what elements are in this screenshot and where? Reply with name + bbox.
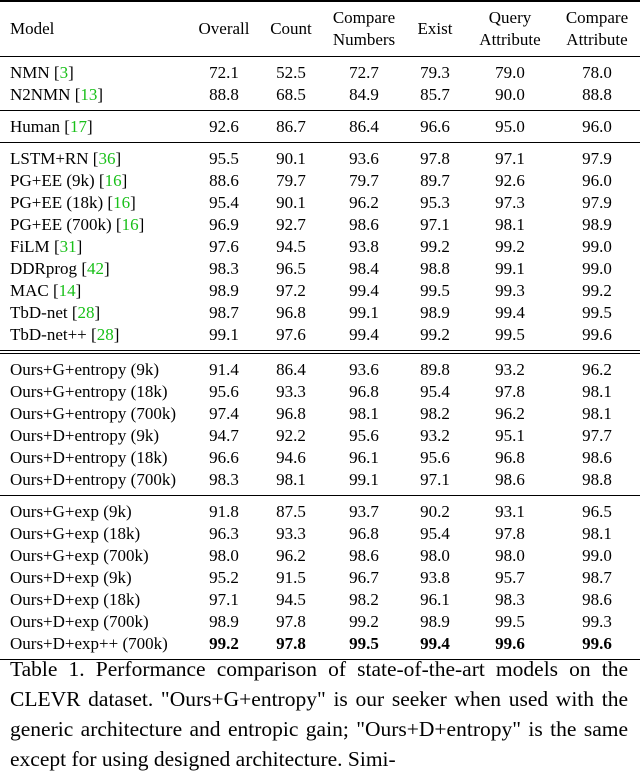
value-cell: 90.1 [258,143,324,171]
value-cell: 98.1 [495,215,525,234]
value-cell: 85.7 [420,85,450,104]
value-cell: 95.6 [209,382,239,401]
model-name-cell [0,567,190,589]
value-cell: 98.0 [209,546,239,565]
model-name: Ours+G+entropy (18k) [10,382,168,401]
value-cell: 95.4 [420,524,450,543]
value-cell: 99.5 [420,281,450,300]
model-name-cell: MAC [14] [10,281,82,300]
value-cell: 98.6 [349,546,379,565]
value-cell: 94.5 [276,590,306,609]
value-cell: 90.0 [495,85,525,104]
value-cell: 92.7 [276,215,306,234]
model-name: TbD-net [10,303,68,322]
table-row [0,170,640,192]
value-cell: 93.2 [466,352,554,381]
model-name: PG+EE (18k) [10,193,104,212]
value-cell: 96.1 [349,448,379,467]
table-row [0,496,640,524]
value-cell: 98.3 [209,470,239,489]
value-cell: 88.8 [209,85,239,104]
citation-link[interactable]: 28 [77,303,95,322]
value-cell: 97.4 [209,404,239,423]
value-cell: 99.2 [495,237,525,256]
value-cell: 97.2 [276,281,306,300]
value-cell: 97.1 [420,470,450,489]
model-name: Ours+G+entropy (700k) [10,404,177,423]
value-cell: 91.4 [190,352,258,381]
value-cell: 93.8 [349,237,379,256]
value-cell: 99.5 [324,633,404,660]
table-row [0,545,640,567]
citation-link[interactable]: 36 [98,149,116,168]
value-cell: 97.8 [258,633,324,660]
citation-link[interactable]: 16 [104,171,122,190]
value-cell: 96.7 [349,568,379,587]
value-cell: 98.0 [420,546,450,565]
header-overall: Overall [190,1,258,57]
value-cell: 89.8 [404,352,466,381]
value-cell: 96.2 [276,546,306,565]
value-cell: 99.1 [495,259,525,278]
citation-link[interactable]: 13 [80,85,98,104]
model-name-cell: PG+EE (9k) [16] [10,171,128,190]
model-name: Ours+D+entropy (18k) [10,448,168,467]
value-cell: 79.0 [466,57,554,85]
value-cell: 99.5 [495,325,525,344]
value-cell: 96.2 [495,404,525,423]
table-row [0,280,640,302]
value-cell: 99.3 [582,612,612,631]
value-cell: 84.9 [349,85,379,104]
value-cell: 86.4 [258,352,324,381]
table-row [0,111,640,143]
value-cell: 99.2 [349,612,379,631]
value-cell: 99.2 [582,281,612,300]
value-cell: 93.2 [420,426,450,445]
value-cell: 97.8 [276,612,306,631]
table-row [0,403,640,425]
citation-link[interactable]: 31 [59,237,77,256]
citation-link[interactable]: 3 [59,63,69,82]
header-compare-numbers: Compare Numbers [324,1,404,57]
value-cell: 99.0 [582,546,612,565]
value-cell: 96.8 [276,404,306,423]
model-name: Ours+D+exp++ (700k) [10,634,168,653]
table-row [0,469,640,496]
value-cell: 98.4 [349,259,379,278]
value-cell: 92.2 [276,426,306,445]
value-cell: 88.8 [582,85,612,104]
value-cell: 95.6 [349,426,379,445]
value-cell: 98.1 [349,404,379,423]
value-cell: 68.5 [276,85,306,104]
value-cell: 97.1 [420,215,450,234]
value-cell: 98.2 [349,590,379,609]
value-cell: 96.8 [349,382,379,401]
value-cell: 98.3 [495,590,525,609]
value-cell: 89.7 [420,171,450,190]
value-cell: 99.2 [190,633,258,660]
value-cell: 98.9 [420,612,450,631]
value-cell: 79.7 [349,171,379,190]
value-cell: 86.4 [324,111,404,143]
model-name: Ours+G+entropy (9k) [10,360,160,379]
value-cell: 99.0 [582,259,612,278]
model-name: FiLM [10,237,50,256]
value-cell: 91.8 [190,496,258,524]
value-cell: 87.5 [258,496,324,524]
model-name-cell: PG+EE (700k) [16] [10,215,145,234]
table-row [0,324,640,352]
model-name: MAC [10,281,49,300]
value-cell: 92.6 [495,171,525,190]
value-cell: 93.7 [324,496,404,524]
table-row [0,611,640,633]
citation-link[interactable]: 16 [113,193,131,212]
value-cell: 79.7 [276,171,306,190]
citation-link[interactable]: 16 [121,215,139,234]
value-cell: 95.4 [420,382,450,401]
table-row [0,302,640,324]
model-name: Ours+D+exp (700k) [10,612,149,631]
value-cell: 98.6 [349,215,379,234]
value-cell: 88.6 [209,171,239,190]
model-name-cell [0,425,190,447]
model-name-cell: TbD-net [28] [10,303,101,322]
value-cell: 90.1 [276,193,306,212]
model-name: PG+EE (9k) [10,171,95,190]
value-cell: 96.1 [420,590,450,609]
model-name: Ours+D+exp (9k) [10,568,132,587]
value-cell: 97.8 [495,524,525,543]
model-name: DDRprog [10,259,78,278]
value-cell: 95.5 [190,143,258,171]
value-cell: 99.2 [420,325,450,344]
value-cell: 97.7 [582,426,612,445]
value-cell: 95.7 [495,568,525,587]
table-row [0,381,640,403]
value-cell: 99.5 [582,303,612,322]
value-cell: 97.6 [276,325,306,344]
model-name: Ours+D+exp (18k) [10,590,141,609]
value-cell: 91.5 [276,568,306,587]
value-cell: 99.1 [209,325,239,344]
table-row [0,425,640,447]
model-name-cell [0,496,190,524]
table-body [0,57,640,660]
table-row [0,523,640,545]
header-compare-attribute: Compare Attribute [554,1,640,57]
value-cell: 98.1 [582,524,612,543]
value-cell: 99.6 [582,325,612,344]
table-row [0,589,640,611]
model-name-cell: FiLM [31] [10,237,83,256]
model-name-cell [0,381,190,403]
model-name-cell [0,352,190,381]
value-cell: 93.8 [420,568,450,587]
model-name-cell [0,469,190,496]
table-row [0,192,640,214]
value-cell: 95.3 [420,193,450,212]
table-row [0,143,640,171]
value-cell: 99.1 [349,303,379,322]
header-query-attribute: Query Attribute [466,1,554,57]
value-cell: 78.0 [554,57,640,85]
citation-link[interactable]: 28 [96,325,114,344]
value-cell: 95.1 [495,426,525,445]
value-cell: 98.1 [276,470,306,489]
value-cell: 52.5 [258,57,324,85]
model-name-cell: LSTM+RN [36] [0,143,190,171]
value-cell: 98.1 [582,382,612,401]
table-row [0,214,640,236]
table-row [0,447,640,469]
value-cell: 86.7 [258,111,324,143]
value-cell: 99.2 [420,237,450,256]
value-cell: 98.9 [582,215,612,234]
model-name-cell: Human [17] [0,111,190,143]
value-cell: 99.1 [349,470,379,489]
value-cell: 98.9 [209,281,239,300]
citation-link[interactable]: 14 [58,281,76,300]
citation-link[interactable]: 42 [86,259,104,278]
value-cell: 92.6 [190,111,258,143]
table-row [0,84,640,111]
value-cell: 98.9 [420,303,450,322]
table-caption: Table 1. Performance comparison of state-of-the-art models on the CLEVR dataset. "Ours+G+entropy" is our seeker when used with the generic architecture and entropic gain; "Ours+D+entropy" is the same except for using designed architecture. Simi- [10,657,628,771]
model-name-cell: PG+EE (18k) [16] [10,193,136,212]
header-count: Count [258,1,324,57]
table-row [0,258,640,280]
value-cell: 98.8 [420,259,450,278]
model-name: NMN [10,63,50,82]
model-name-cell: DDRprog [42] [10,259,110,278]
value-cell: 97.8 [404,143,466,171]
value-cell: 98.9 [209,612,239,631]
value-cell: 94.6 [276,448,306,467]
header-exist: Exist [404,1,466,57]
model-name: TbD-net++ [10,325,87,344]
model-name-cell [0,589,190,611]
value-cell: 95.0 [466,111,554,143]
value-cell: 96.0 [582,171,612,190]
value-cell: 93.3 [276,382,306,401]
model-name-cell [0,403,190,425]
value-cell: 96.3 [209,524,239,543]
model-name: LSTM+RN [10,149,89,168]
value-cell: 98.7 [209,303,239,322]
citation-link[interactable]: 17 [69,117,87,136]
value-cell: 95.6 [420,448,450,467]
model-name: Ours+D+entropy (700k) [10,470,177,489]
value-cell: 97.9 [554,143,640,171]
table-row [0,567,640,589]
model-name: Ours+G+exp (18k) [10,524,141,543]
value-cell: 98.2 [420,404,450,423]
value-cell: 93.6 [324,352,404,381]
value-cell: 96.2 [554,352,640,381]
value-cell: 96.8 [495,448,525,467]
value-cell: 98.7 [582,568,612,587]
header-model: Model [0,1,190,57]
value-cell: 98.8 [582,470,612,489]
value-cell: 97.1 [466,143,554,171]
value-cell: 98.6 [582,448,612,467]
value-cell: 96.8 [349,524,379,543]
model-name-cell [0,545,190,567]
model-name: Ours+G+exp (9k) [10,502,132,521]
value-cell: 97.6 [209,237,239,256]
model-name-cell: NMN [3] [0,57,190,85]
value-cell: 97.3 [495,193,525,212]
value-cell: 97.1 [209,590,239,609]
model-name: Ours+G+exp (700k) [10,546,149,565]
value-cell: 98.3 [209,259,239,278]
value-cell: 95.2 [209,568,239,587]
value-cell: 98.6 [495,470,525,489]
model-name: Ours+D+entropy (9k) [10,426,160,445]
value-cell: 79.3 [404,57,466,85]
model-name: Human [10,117,61,136]
value-cell: 94.7 [209,426,239,445]
value-cell: 99.4 [349,325,379,344]
value-cell: 96.9 [209,215,239,234]
model-name-cell: TbD-net++ [28] [10,325,120,344]
model-name: N2NMN [10,85,71,104]
model-name-cell [0,523,190,545]
value-cell: 99.3 [495,281,525,300]
table-row [0,57,640,85]
value-cell: 90.2 [404,496,466,524]
value-cell: 96.6 [209,448,239,467]
value-cell: 98.0 [495,546,525,565]
value-cell: 96.5 [554,496,640,524]
value-cell: 99.6 [466,633,554,660]
value-cell: 96.6 [404,111,466,143]
value-cell: 97.9 [582,193,612,212]
value-cell: 99.4 [404,633,466,660]
value-cell: 99.6 [554,633,640,660]
table-row [0,236,640,258]
value-cell: 95.4 [209,193,239,212]
value-cell: 93.6 [324,143,404,171]
value-cell: 94.5 [276,237,306,256]
model-name-cell: N2NMN [13] [10,85,104,104]
value-cell: 98.1 [582,404,612,423]
value-cell: 98.6 [582,590,612,609]
value-cell: 99.5 [495,612,525,631]
model-name-cell [0,447,190,469]
header-row [0,1,640,57]
value-cell: 99.0 [582,237,612,256]
value-cell: 97.8 [495,382,525,401]
value-cell: 96.5 [276,259,306,278]
model-name-cell [0,611,190,633]
value-cell: 99.4 [495,303,525,322]
value-cell: 96.2 [349,193,379,212]
value-cell: 72.1 [190,57,258,85]
value-cell: 93.3 [276,524,306,543]
model-name: PG+EE (700k) [10,215,112,234]
value-cell: 96.0 [554,111,640,143]
value-cell: 72.7 [324,57,404,85]
value-cell: 96.8 [276,303,306,322]
value-cell: 99.4 [349,281,379,300]
value-cell: 93.1 [466,496,554,524]
table-row [0,352,640,381]
